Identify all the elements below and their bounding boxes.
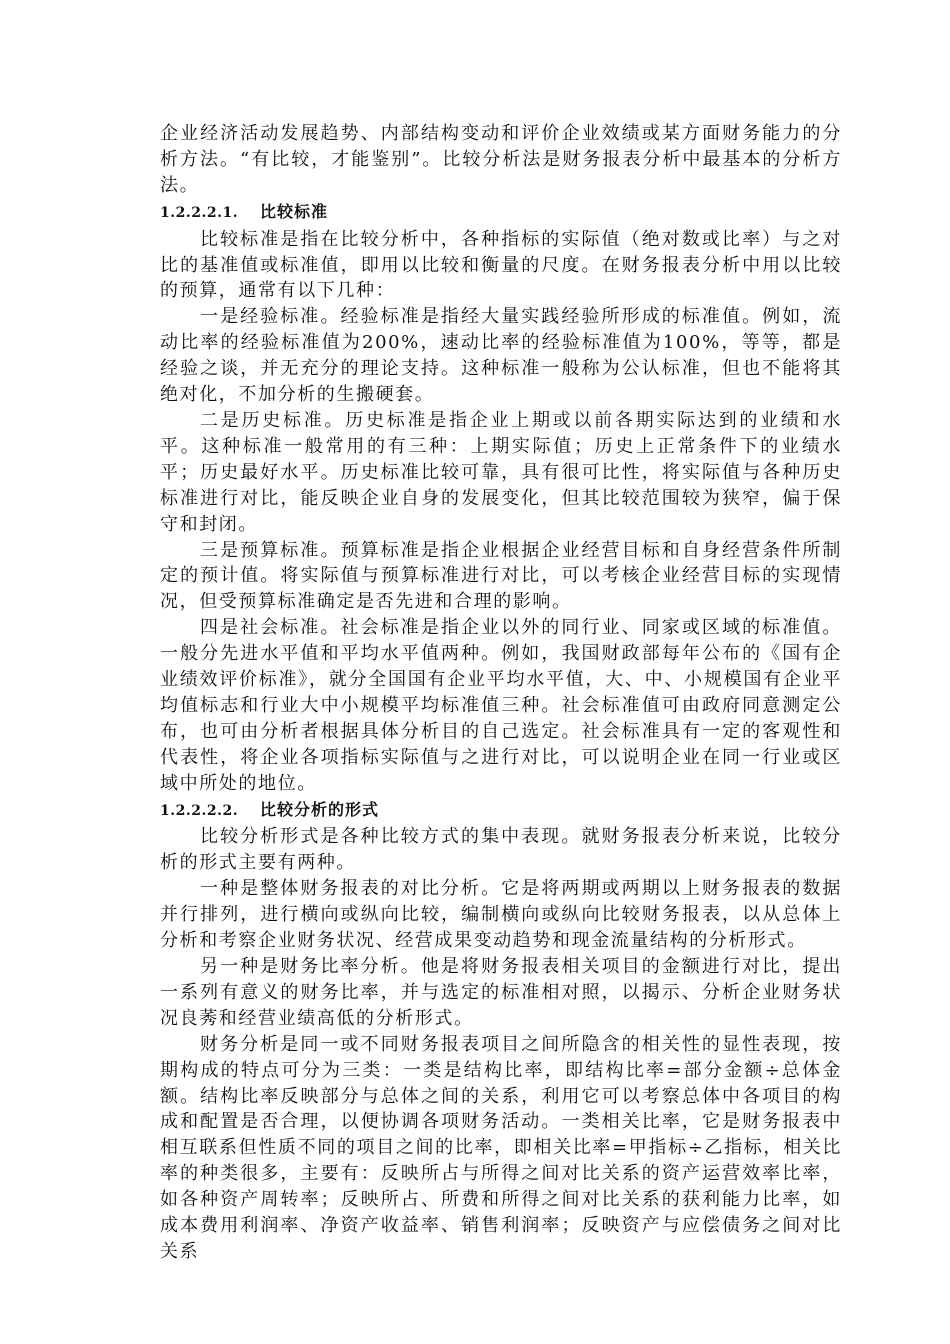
section-heading-comparison-standard <box>160 199 842 227</box>
paragraph: 财务分析是同一或不同财务报表项目之间所隐含的相关性的显性表现，按期构成的特点可分为三类：一类是结构比率，即结构比率=部分金额÷总体金额。结构比率反映部分与总体之间的关系，利用它可以考察总体中各项目的构成和配置是否合理，以便协调各项财务活动。一类相关比率，它是财务报表中相互联系但性质不同的项目之间的比率，即相关比率=甲指标÷乙指标，相关比率的种类很多，主要有：反映所占与所得之间对比关系的资产运营效率比率，如各种资产周转率；反映所占、所费和所得之间对比关系的获利能力比率，如成本费用利润率、净资产收益率、销售利润率；反映资产与应偿债务之间对比关系 <box>160 1033 842 1262</box>
paragraph: 比较标准是指在比较分析中，各种指标的实际值（绝对数或比率）与之对比的基准值或标准值，即用以比较和衡量的尺度。在财务报表分析中用以比较的预算，通常有以下几种： <box>160 228 842 302</box>
section-title: 比较标准 <box>260 201 329 221</box>
paragraph: 四是社会标准。社会标准是指企业以外的同行业、同家或区域的标准值。一般分先进水平值和平均水平值两种。例如，我国财政部每年公布的《国有企业绩效评价标准》，就分全国国有企业平均水平值，大、中、小规模国有企业平均值标志和行业大中小规模平均标准值三种。社会标准值可由政府同意测定公布，也可由分析者根据具体分析目的自己选定。社会标准具有一定的客观性和代表性，将企业各项指标实际值与之进行对比，可以说明企业在同一行业或区域中所处的地位。 <box>160 617 842 794</box>
section-heading-comparison-forms <box>160 797 842 825</box>
paragraph: 一是经验标准。经验标准是指经大量实践经验所形成的标准值。例如，流动比率的经验标准值为200%，速动比率的经验标准值为100%，等等，都是经验之谈，并无充分的理论支持。这种标准一般称为公认标准，但也不能将其绝对化，不加分析的生搬硬套。 <box>160 306 842 406</box>
paragraph: 企业经济活动发展趋势、内部结构变动和评价企业效绩或某方面财务能力的分析方法。“有比较，才能鉴别”。比较分析法是财务报表分析中最基本的分析方法。 <box>160 123 842 196</box>
paragraph: 比较分析形式是各种比较方式的集中表现。就财务报表分析来说，比较分析的形式主要有两种。 <box>160 826 842 874</box>
section-number: 1.2.2.2.2. <box>160 802 239 819</box>
paragraph: 另一种是财务比率分析。他是将财务报表相关项目的金额进行对比，提出一系列有意义的财务比率，并与选定的标准相对照，以揭示、分析企业财务状况良莠和经营业绩高低的分析形式。 <box>160 956 842 1029</box>
paragraph: 一种是整体财务报表的对比分析。它是将两期或两期以上财务报表的数据并行排列，进行横向或纵向比较，编制横向或纵向比较财务报表，以从总体上分析和考察企业财务状况、经营成果变动趋势和现金流量结构的分析形式。 <box>160 878 842 952</box>
paragraph: 二是历史标准。历史标准是指企业上期或以前各期实际达到的业绩和水平。这种标准一般常用的有三种：上期实际值；历史上正常条件下的业绩水平；历史最好水平。历史标准比较可靠，具有很可比性，将实际值与各种历史标准进行对比，能反映企业自身的发展变化，但其比较范围较为狭窄，偏于保守和封闭。 <box>160 409 842 535</box>
section-number: 1.2.2.2.1. <box>160 204 239 221</box>
section-title: 比较分析的形式 <box>260 799 380 819</box>
paragraph: 三是预算标准。预算标准是指企业根据企业经营目标和自身经营条件所制定的预计值。将实际值与预算标准进行对比，可以考核企业经营目标的实现情况，但受预算标准确定是否先进和合理的影响。 <box>160 539 842 613</box>
